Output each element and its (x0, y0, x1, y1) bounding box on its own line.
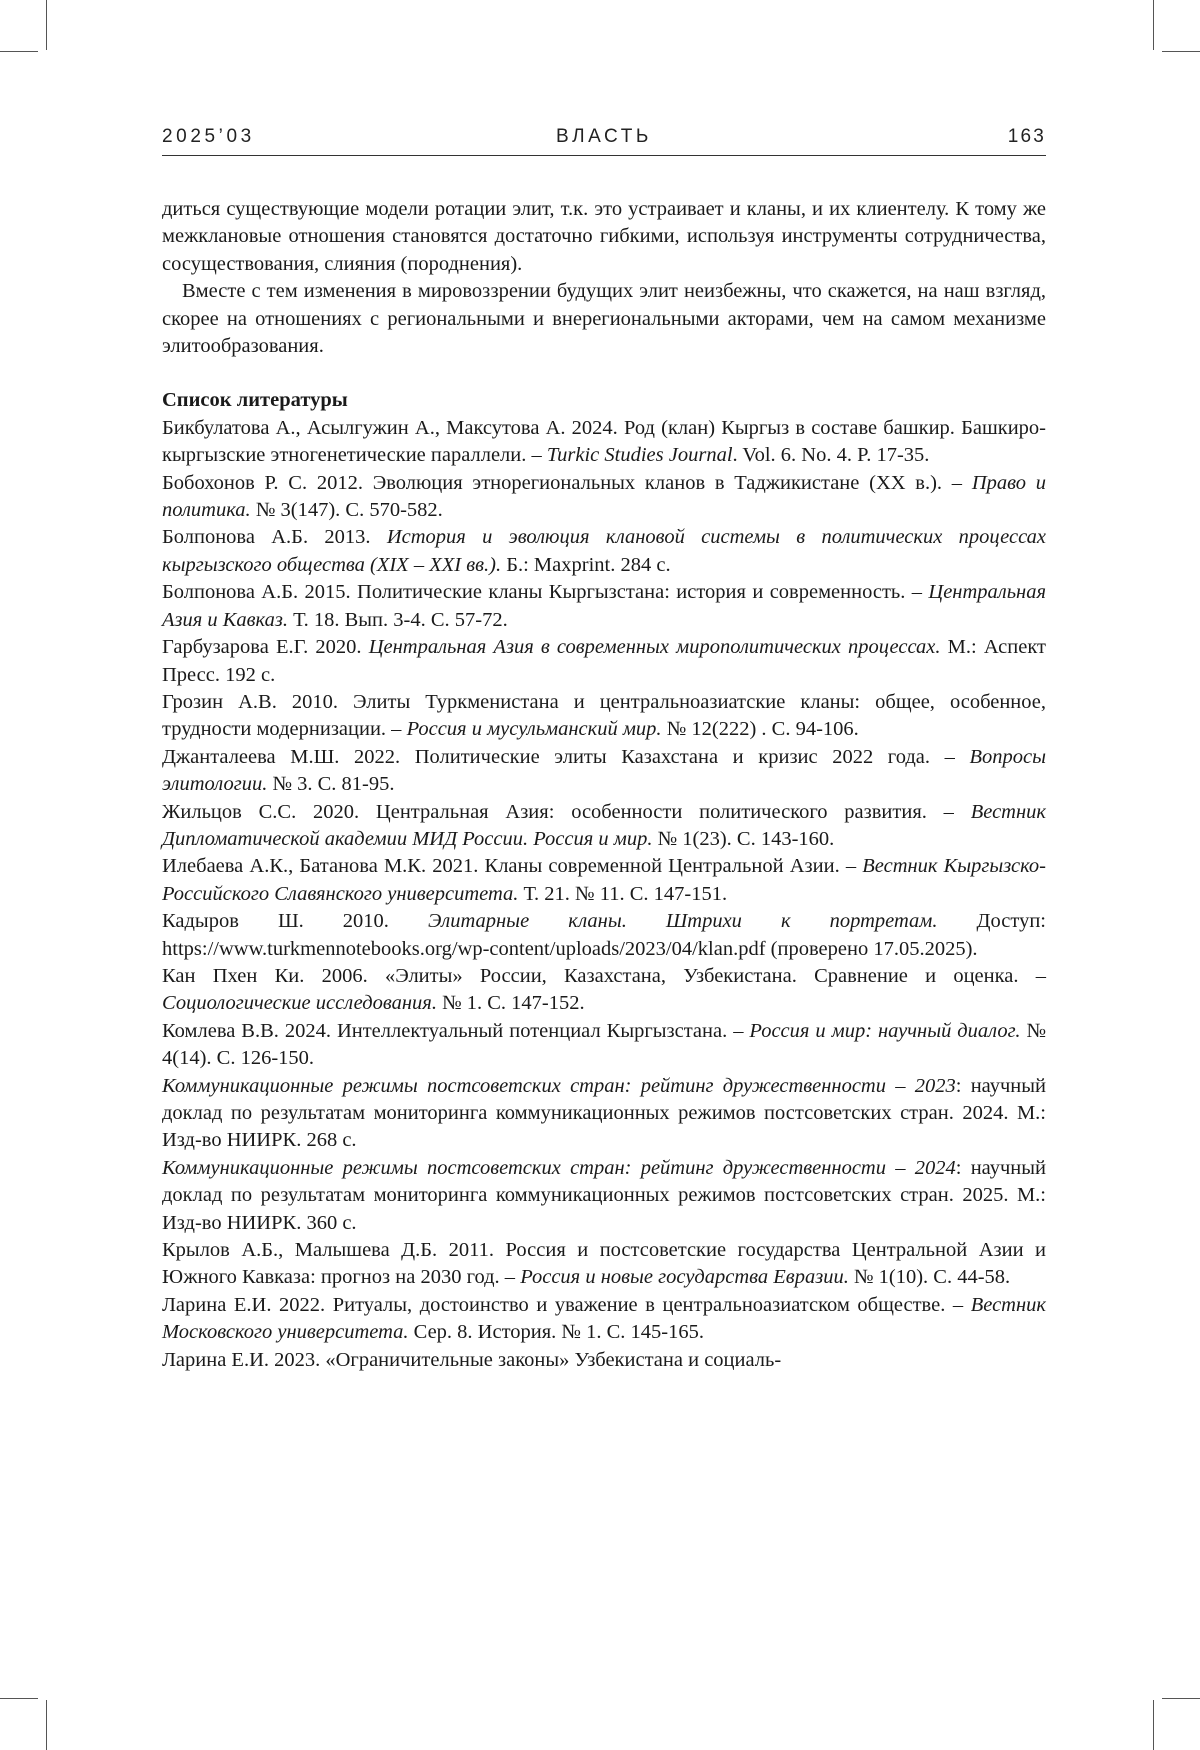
reference-text: Кан Пхен Ки. 2006. «Элиты» России, Казахстана, Узбекистана. Сравнение и оценка. – (162, 964, 1046, 987)
running-head (162, 126, 1046, 152)
article-body (162, 196, 1046, 1374)
crop-mark-top-left (0, 51, 38, 52)
reference-source-title: Социологические исследования. (162, 992, 437, 1015)
reference-details: № 1(10). С. 44-58. (848, 1266, 1011, 1289)
reference-details: № 3. С. 81-95. (267, 773, 395, 796)
reference-text: Комлева В.В. 2024. Интеллектуальный потенциал Кыргызстана. – (162, 1019, 750, 1042)
reference-source-title: Коммуникационные режимы постсоветских стран: рейтинг дружественности – 2023 (162, 1074, 956, 1097)
reference-source-title: Россия и новые государства Евразии. (520, 1266, 849, 1289)
references-list (162, 415, 1046, 1374)
reference-details: Т. 18. Вып. 3-4. С. 57-72. (288, 608, 508, 631)
reference-item (162, 634, 1046, 689)
page-number: 163 (1007, 126, 1046, 147)
reference-details: М.: Аспект Пресс. 192 с. (162, 636, 1046, 686)
reference-item (162, 415, 1046, 470)
reference-text: Жильцов С.С. 2020. Центральная Азия: особенности политического развития. – (162, 800, 971, 823)
reference-item (162, 1155, 1046, 1237)
reference-details: : научный доклад по результатам мониторинга коммуникационных режимов постсоветских стран. 2025. М.: Изд-во НИИРК. 360 с. (162, 1156, 1046, 1234)
crop-mark-top-left (46, 0, 47, 50)
header-rule (162, 155, 1046, 156)
reference-details: № 1. С. 147-152. (436, 992, 585, 1015)
reference-item (162, 799, 1046, 854)
reference-details: . Vol. 6. No. 4. P. 17-35. (732, 444, 930, 467)
issue-number: 2025’03 (162, 126, 255, 147)
reference-text: Джанталеева М.Ш. 2022. Политические элиты Казахстана и кризис 2022 года. – (162, 745, 970, 768)
reference-source-title: Коммуникационные режимы постсоветских стран: рейтинг дружественности – 2024 (162, 1156, 956, 1179)
crop-mark-top-right (1153, 0, 1154, 50)
crop-mark-bottom-left (46, 1700, 47, 1750)
reference-source-title: Центральная Азия в современных мирополитических процессах. (368, 636, 941, 659)
reference-details: № 4(14). С. 126-150. (162, 1019, 1046, 1070)
reference-source-title: Turkic Studies Journal (546, 444, 733, 467)
reference-source-title: Элитарные кланы. Штрихи к портретам. (427, 910, 938, 933)
reference-source-title: Россия и мусульманский мир. (406, 718, 662, 741)
reference-item (162, 1073, 1046, 1155)
reference-source-title: Россия и мир: научный диалог. (749, 1019, 1021, 1042)
reference-text: Илебаева А.К., Батанова М.К. 2021. Кланы современной Центральной Азии. – (162, 855, 863, 878)
reference-item (162, 908, 1046, 963)
reference-details: Сер. 8. История. № 1. С. 145-165. (408, 1321, 704, 1344)
reference-text: Болпонова А.Б. 2015. Политические кланы Кыргызстана: история и современность. – (162, 581, 929, 604)
paragraph-conclusion: Вместе с тем изменения в мировоззрении будущих элит неизбежны, что скажется, на наш взгляд, скорее на отношениях с региональными и внерегиональными акторами, чем на самом механизме элитообразования. (162, 280, 1046, 358)
reference-item (162, 963, 1046, 1018)
reference-details: № 3(147). С. 570-582. (250, 499, 443, 522)
reference-source-title: Вестник Дипломатической академии МИД России. Россия и мир. (162, 800, 1046, 850)
reference-details: Т. 21. № 11. С. 147-151. (518, 882, 728, 905)
reference-item (162, 1237, 1046, 1292)
reference-text: Гарбузарова Е.Г. 2020. (162, 636, 369, 659)
references-heading: Список литературы (162, 389, 348, 412)
crop-mark-bottom-right (1153, 1700, 1154, 1750)
reference-source-title: Центральная Азия и Кавказ. (162, 581, 1046, 631)
reference-text: Грозин А.В. 2010. Элиты Туркменистана и центральноазиатские кланы: общее, особенное, трудности модернизации. – (162, 690, 1046, 741)
reference-details: : научный доклад по результатам мониторинга коммуникационных режимов постсоветских стран. 2024. М.: Изд-во НИИРК. 268 с. (162, 1074, 1046, 1152)
reference-details: Б.: Maxprint. 284 с. (501, 553, 671, 576)
reference-details: № 1(23). С. 143-160. (652, 827, 835, 850)
crop-mark-bottom-left (0, 1698, 38, 1699)
reference-item (162, 744, 1046, 799)
reference-text: Кадыров Ш. 2010. (162, 910, 428, 933)
crop-mark-top-right (1162, 51, 1200, 52)
reference-item (162, 524, 1046, 579)
paragraph-continuation: диться существующие модели ротации элит, т.к. это устраивает и кланы, и их клиентелу. К тому же межклановые отношения становятся достаточно гибкими, используя инструменты сотрудничества, сосуществования, слияния (породнения). (162, 198, 1046, 275)
reference-details: Доступ: https://www.turkmennotebooks.org/wp-content/uploads/2023/04/klan.pdf (проверено 17.05.2025). (162, 910, 1047, 960)
reference-item (162, 689, 1046, 744)
reference-item (162, 470, 1046, 525)
reference-text: Бобохонов Р. С. 2012. Эволюция этнорегиональных кланов в Таджикистане (XX в.). – (162, 471, 972, 494)
reference-item (162, 1347, 1046, 1374)
reference-details: № 12(222) . С. 94-106. (661, 718, 859, 741)
reference-source-title: История и эволюция клановой системы в политических процессах кыргызского общества (XIX – XXI вв.). (162, 526, 1046, 576)
reference-text: Бикбулатова А., Асылгужин А., Максутова А. 2024. Род (клан) Кыргыз в составе башкир. Башкиро-кыргызские этногенетические параллели. – (162, 416, 1046, 467)
journal-title: ВЛАСТЬ (556, 126, 652, 147)
reference-text: Ларина Е.И. 2022. Ритуалы, достоинство и уважение в центральноазиатском обществе. – (162, 1293, 971, 1316)
reference-item (162, 853, 1046, 908)
reference-text: Ларина Е.И. 2023. «Ограничительные законы» Узбекистана и социаль- (162, 1348, 782, 1371)
reference-item (162, 1018, 1046, 1073)
crop-mark-bottom-right (1162, 1698, 1200, 1699)
reference-item (162, 579, 1046, 634)
reference-text: Крылов А.Б., Малышева Д.Б. 2011. Россия и постсоветские государства Центральной Азии и Южного Кавказа: прогноз на 2030 год. – (162, 1239, 1046, 1289)
reference-source-title: Вопросы элитологии. (162, 745, 1046, 796)
reference-item (162, 1292, 1046, 1347)
reference-source-title: Право и политика. (162, 471, 1046, 522)
reference-text: Болпонова А.Б. 2013. (162, 526, 387, 549)
reference-source-title: Вестник Московского университета. (162, 1293, 1046, 1344)
reference-source-title: Вестник Кыргызско-Российского Славянского университета. (162, 855, 1047, 905)
